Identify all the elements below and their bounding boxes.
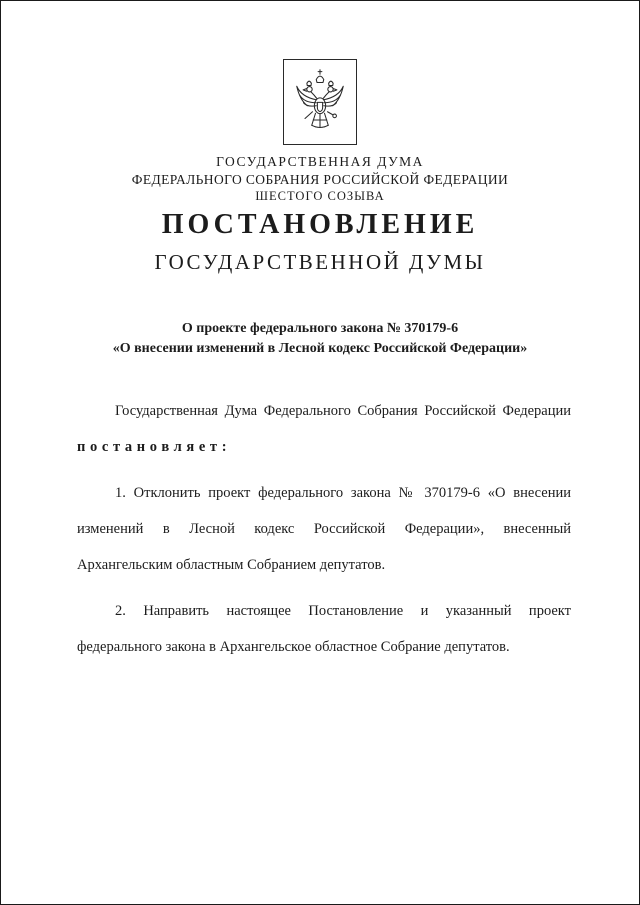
- title-resolution: ПОСТАНОВЛЕНИЕ: [161, 209, 479, 240]
- document-body: [77, 393, 571, 665]
- double-headed-eagle-icon: [290, 66, 350, 138]
- paragraph-item-1: 1. Отклонить проект федерального закона № 370179-6 «О внесении изменений в Лесной кодекс Российской Федерации», внесенный Архангельским областным Собранием депутатов.: [77, 485, 571, 573]
- document-subject: [41, 319, 599, 360]
- title-state-duma: ГОСУДАРСТВЕННОЙ ДУМЫ: [154, 250, 486, 274]
- subject-line1: О проекте федерального закона № 370179-6: [181, 321, 459, 336]
- paragraph-preamble: [77, 393, 571, 465]
- document-title: [1, 209, 639, 275]
- document-header: [1, 153, 639, 204]
- emblem-frame: [283, 59, 357, 145]
- subject-line2: «О внесении изменений в Лесной кодекс Российской Федерации»: [112, 341, 528, 357]
- header-org-line1: ГОСУДАРСТВЕННАЯ ДУМА: [216, 154, 424, 169]
- header-org-line2: ФЕДЕРАЛЬНОГО СОБРАНИЯ РОССИЙСКОЙ ФЕДЕРАЦИИ: [131, 171, 509, 187]
- preamble-text: Государственная Дума Федерального Собрания Российской Федерации: [115, 403, 571, 419]
- paragraph-item-2: 2. Направить настоящее Постановление и указанный проект федерального закона в Архангельское областное Собрание депутатов.: [77, 603, 571, 655]
- header-convocation: ШЕСТОГО СОЗЫВА: [255, 189, 385, 204]
- decree-word: постановляет:: [77, 439, 232, 455]
